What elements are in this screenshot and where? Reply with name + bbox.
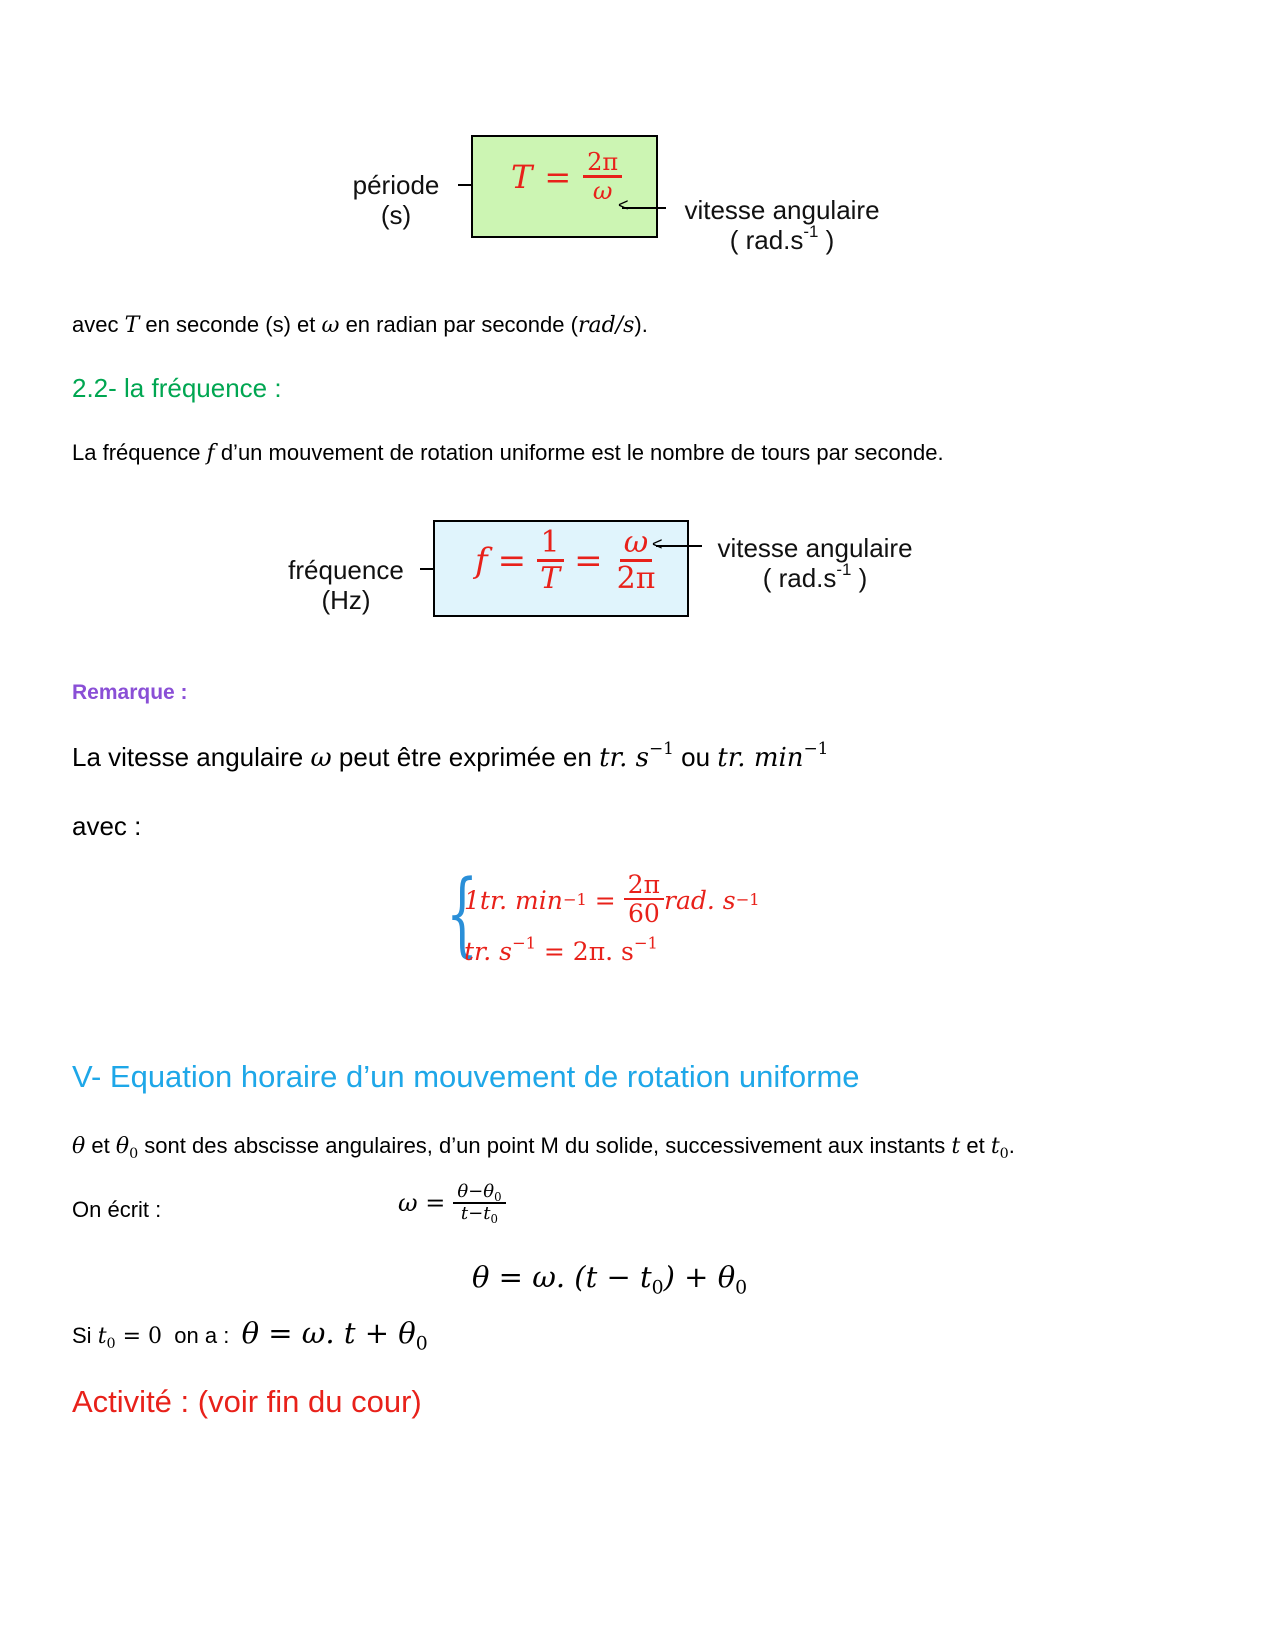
vitesse-units-sentence: La vitesse angulaire ω peut être exprimée en tr. $s^{-1}$ ou tr. $\min^{-1}$ bbox=[72, 738, 829, 773]
avec-label: avec : bbox=[72, 811, 142, 841]
vitesse-arrow-2 bbox=[656, 545, 702, 547]
omega-fraction: $\frac{\theta-\theta_0}{t-t_0}$ bbox=[453, 1182, 505, 1224]
frequence-label: fréquence (Hz) bbox=[288, 555, 404, 615]
left-brace-icon: { bbox=[446, 860, 479, 967]
omega-equation: ω = $\frac{\theta-\theta_0}{t-t_0}$ bbox=[398, 1182, 506, 1224]
frequency-formula-box bbox=[433, 520, 689, 617]
theta-equation: θ = ω. $(t - t_0) + \theta_0$ bbox=[472, 1260, 748, 1299]
conversion-system bbox=[464, 866, 760, 970]
period-formula: T = $\frac{2\pi}{\omega}$ bbox=[511, 149, 622, 206]
vitesse-angulaire-label-2: vitesse angulaire ( $rad.s^{-1}$ ) bbox=[717, 533, 913, 593]
units-sentence: avec T en seconde (s) et ω en radian par seconde (rad/s). bbox=[72, 312, 648, 338]
period-formula-box bbox=[471, 135, 658, 238]
vitesse-angulaire-label-1: vitesse angulaire ( $rad.s^{-1}$ ) bbox=[684, 195, 880, 255]
vitesse-arrow-1 bbox=[622, 207, 666, 209]
heading-equation-horaire: V- Equation horaire d’un mouvement de rotation uniforme bbox=[72, 1059, 860, 1094]
frequency-formula: f = $\frac{1}{T}$ = $\frac{\omega}{2\pi}$ bbox=[475, 526, 659, 597]
period-fraction: $\frac{2\pi}{\omega}$ bbox=[583, 149, 622, 206]
si-t0-line: Si $t_0 = 0$ on a : θ = ω. $t + \theta_0$ bbox=[72, 1316, 428, 1355]
conversion-fraction: $\frac{2\pi}{60}$ bbox=[624, 871, 664, 929]
frequency-fraction-1: $\frac{1}{T}$ bbox=[536, 526, 564, 597]
abscisses-sentence: θ et $\theta_0$ sont des abscisse angulaires, d’un point M du solide, successivement aux instants t et $t_0$. bbox=[72, 1133, 1015, 1162]
conversion-line-1: 1tr. min −1 = $\frac{2\pi}{60}$ rad. s −1 bbox=[464, 869, 760, 929]
frequence-definition: La fréquence f d’un mouvement de rotation uniforme est le nombre de tours par seconde. bbox=[72, 440, 944, 466]
on-ecrit-label: On écrit : bbox=[72, 1197, 162, 1222]
heading-frequence: 2.2- la fréquence : bbox=[72, 373, 282, 403]
conversion-line-2: tr. $s^{-1} = 2\pi$. $s^{-1}$ bbox=[464, 933, 658, 966]
periode-label: période (s) bbox=[352, 170, 440, 230]
arrow-head-left-icon: < bbox=[618, 195, 629, 215]
arrow-head-left-icon: < bbox=[652, 534, 663, 554]
frequency-fraction-2: $\frac{\omega}{2\pi}$ bbox=[616, 525, 656, 596]
remarque-label: Remarque : bbox=[72, 681, 188, 704]
activite-note: Activité : (voir fin du cour) bbox=[72, 1384, 422, 1419]
